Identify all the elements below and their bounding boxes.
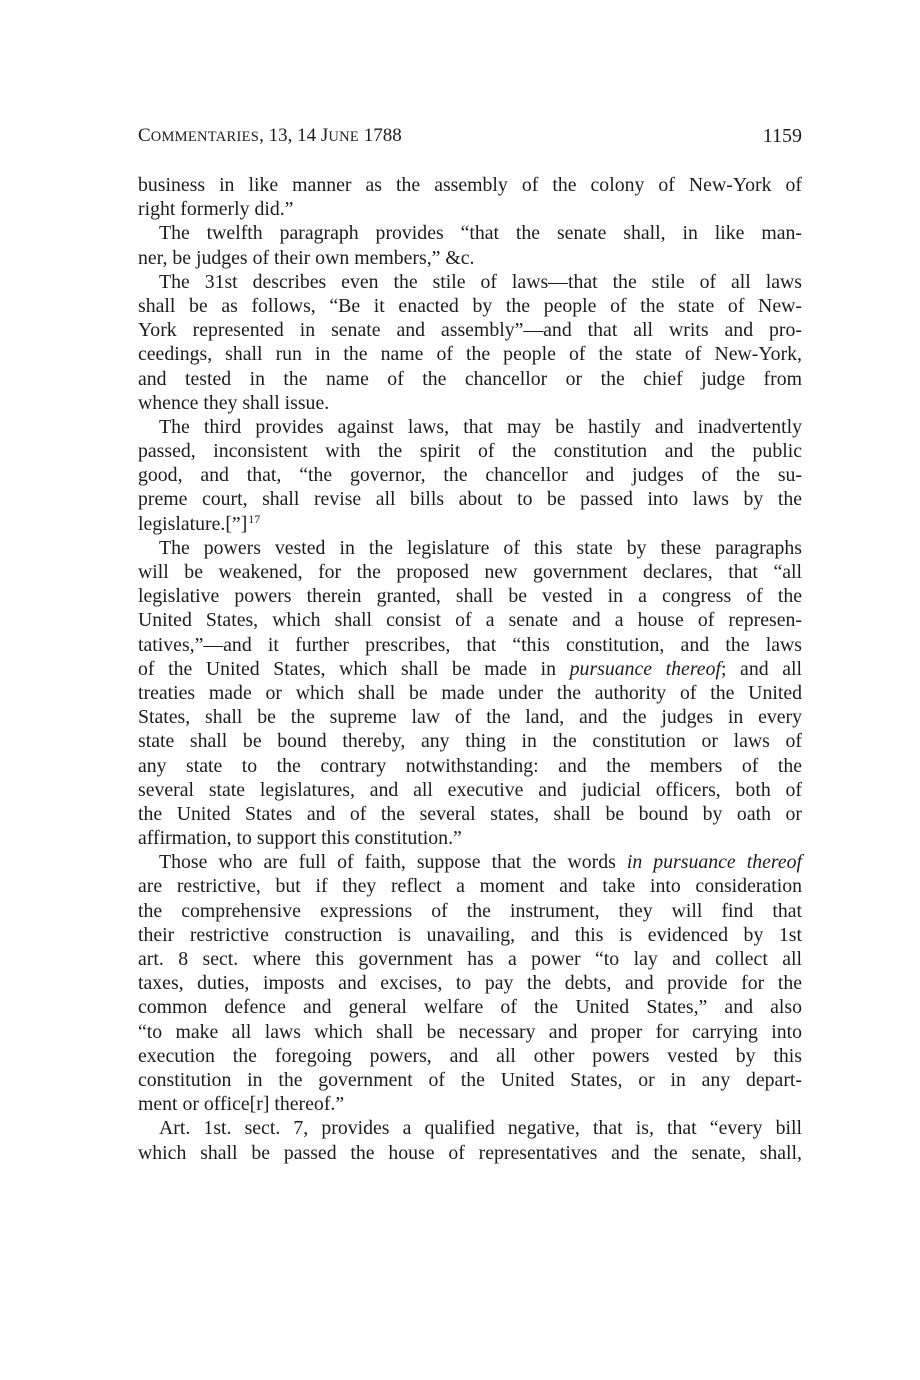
text-line: whence they shall issue. <box>138 391 330 414</box>
head-dates: , 13, 14 <box>259 125 321 146</box>
text-line: United States, which shall consist of a senate and a house of represen- <box>138 609 802 632</box>
text-line: their restrictive construction is unavailing, and this is evidenced by 1st <box>138 923 802 946</box>
text-line: business in like manner as the assembly of the colony of New-York of <box>138 174 802 196</box>
head-cap-j: J <box>320 125 329 146</box>
text-line: ment or office[r] thereof.” <box>138 1093 345 1116</box>
text-line: legislative powers therein granted, shall be vested in a congress of the <box>138 585 802 608</box>
text-line: treaties made or which shall be made under the authority of the United <box>138 681 802 704</box>
text-line: are restrictive, but if they reflect a moment and take into consideration <box>138 875 802 898</box>
text-line: the United States and of the several states, shall be bound by oath or <box>138 802 802 825</box>
text-line: York represented in senate and assembly”—and that all writs and pro- <box>138 319 802 342</box>
text-line: The 31st describes even the stile of laws—that the stile of all laws <box>159 270 802 293</box>
text-line: constitution in the government of the United States, or in any depart- <box>138 1068 802 1091</box>
head-cap-c: C <box>138 125 151 146</box>
text-line: good, and that, “the governor, the chancellor and judges of the su- <box>138 464 802 487</box>
text-line: preme court, shall revise all bills about to be passed into laws by the <box>138 488 802 511</box>
text-line: any state to the contrary notwithstanding: and the members of the <box>138 754 802 777</box>
text-line: The twelfth paragraph provides “that the senate shall, in like man- <box>159 222 802 245</box>
text-line: several state legislatures, and all executive and judicial officers, both of <box>138 778 802 801</box>
text-line <box>138 657 802 681</box>
text-line: Art. 1st. sect. 7, provides a qualified negative, that is, that “every bill <box>159 1117 802 1140</box>
text-line: ner, be judges of their own members,” &c. <box>138 246 475 269</box>
text-line: tatives,”—and it further prescribes, that “this constitution, and the laws <box>138 633 802 656</box>
italic-phrase: pursuance thereof <box>569 657 721 680</box>
text-line: which shall be passed the house of representatives and the senate, shall, <box>138 1141 802 1164</box>
text-line: execution the foregoing powers, and all other powers vested by this <box>138 1044 802 1067</box>
text-segment: Those who are full of faith, suppose that the words <box>159 851 627 874</box>
text-line: state shall be bound thereby, any thing in the constitution or laws of <box>138 730 802 753</box>
text-line: The third provides against laws, that may be hastily and inadvertently <box>159 415 802 438</box>
text-line: “to make all laws which shall be necessary and proper for carrying into <box>138 1020 802 1043</box>
text-segment: of the United States, which shall be made in <box>138 657 570 680</box>
text-line: right formerly did.” <box>138 198 294 221</box>
italic-phrase: in pursuance thereof <box>626 851 802 874</box>
footnote-reference: 17 <box>248 511 261 526</box>
text-line <box>138 512 802 536</box>
running-head <box>138 121 802 151</box>
text-line: and tested in the name of the chancellor or the chief judge from <box>138 367 802 390</box>
text-line: States, shall be the supreme law of the land, and the judges in every <box>138 706 802 729</box>
head-year: 1788 <box>359 125 402 146</box>
text-line: art. 8 sect. where this government has a power “to lay and collect all <box>138 948 802 970</box>
text-line: will be weakened, for the proposed new government declares, that “all <box>138 561 802 583</box>
text-segment: legislature.[”] <box>138 512 248 535</box>
text-line: affirmation, to support this constitution.” <box>138 827 462 850</box>
page-number: 1159 <box>762 125 802 147</box>
text-segment: ; and all <box>720 657 802 680</box>
text-line <box>138 850 802 874</box>
text-line: taxes, duties, imposts and excises, to pay the debts, and provide for the <box>138 972 802 995</box>
head-smallcaps-une: UNE <box>328 129 360 145</box>
text-line: The powers vested in the legislature of this state by these paragraphs <box>159 536 802 559</box>
text-line: passed, inconsistent with the spirit of the constitution and the public <box>138 440 802 463</box>
text-line: ceedings, shall run in the name of the people of the state of New-York, <box>138 343 802 366</box>
text-line: the comprehensive expressions of the instrument, they will find that <box>138 899 802 922</box>
text-line: shall be as follows, “Be it enacted by the people of the state of New- <box>138 294 802 317</box>
text-line: common defence and general welfare of the United States,” and also <box>138 996 802 1019</box>
body-text <box>138 173 802 1165</box>
head-smallcaps-ommentaries: OMMENTARIES <box>150 129 260 145</box>
running-head-title <box>138 121 402 152</box>
